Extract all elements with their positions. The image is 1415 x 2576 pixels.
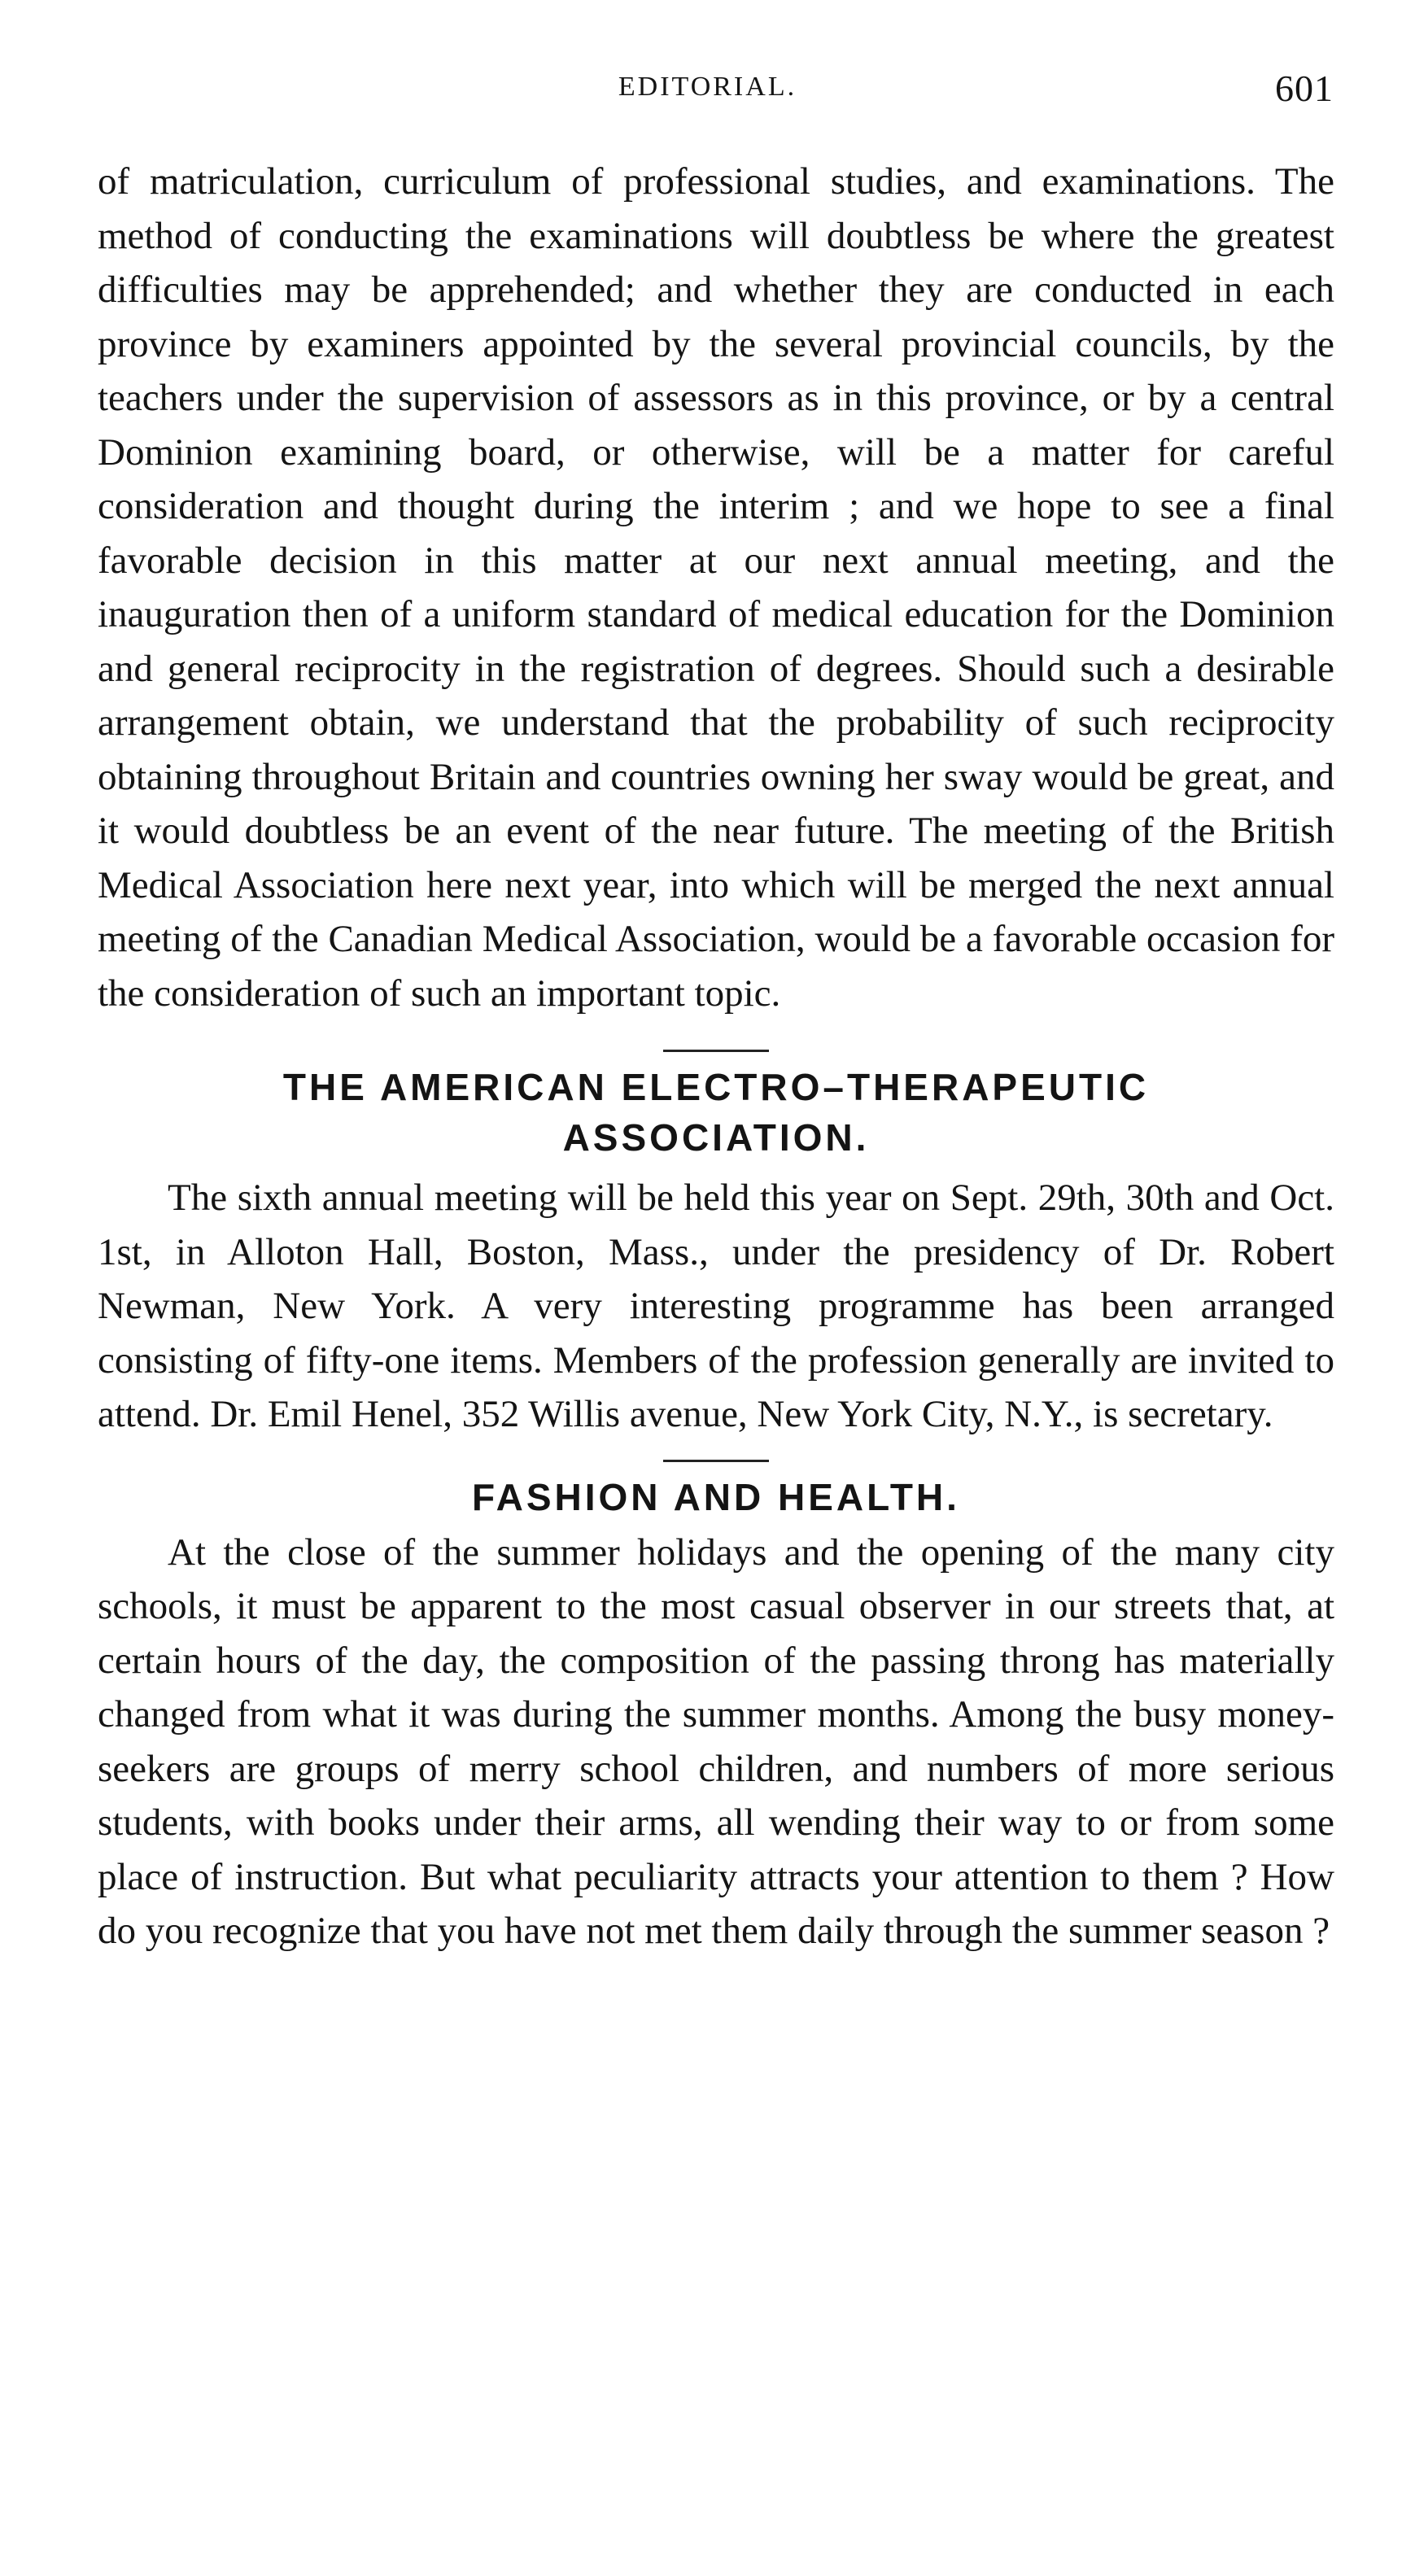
running-title: EDITORIAL. bbox=[618, 72, 797, 102]
section-paragraph: The sixth annual meeting will be held this year on Sept. 29th, 30th and Oct. 1st, in Alloton Hall, Boston, Mass., under the presidency of Dr. Robert Newman, New York. A very interesting programme has been arranged consisting of fifty-one items. Members of the profession generally are invited to attend. Dr. Emil Henel, 352 Willis avenue, New York City, N.Y., is secretary. bbox=[98, 1177, 1334, 1435]
section-paragraph: At the close of the summer holidays and the opening of the many city schools, it must be apparent to the most casual observer in our streets that, at certain hours of the day, the composition of the passing throng has materially changed from what it was during the summer months. Among the busy money-seekers are groups of merry school children, and numbers of more serious students, with books under their arms, all wending their way to or from some place of instruction. But what peculiarity attracts your attention to them ? How do you recognize that you have not met them daily through the summer season ? bbox=[98, 1530, 1334, 1952]
section-fashion-and-health bbox=[98, 1472, 1334, 1958]
running-header bbox=[0, 68, 1415, 129]
section-electro-therapeutic bbox=[98, 1062, 1334, 1442]
section-divider bbox=[663, 1050, 769, 1052]
section-heading: FASHION AND HEALTH. bbox=[472, 1475, 960, 1518]
section-heading-continued: ASSOCIATION. bbox=[562, 1116, 870, 1159]
article-body bbox=[98, 155, 1334, 1958]
continuation-paragraph: of matriculation, curriculum of professional studies, and examinations. The method of conducting the examinations will doubtless be where the greatest difficulties may be apprehended; and whether they are conducted in each province by examiners appointed by the several provincial councils, by the teachers under the supervision of assessors as in this province, or by a central Dominion examining board, or otherwise, will be a matter for careful consideration and thought during the interim ; and we hope to see a final favorable decision in this matter at our next annual meeting, and the inauguration then of a uniform standard of medical education for the Dominion and general reciprocity in the registration of degrees. Should such a desirable arrangement obtain, we understand that the probability of such reciprocity obtaining throughout Britain and countries owning her sway would be great, and it would doubtless be an event of the near future. The meeting of the British Medical Association here next year, into which will be merged the next annual meeting of the Canadian Medical Association, would be a favorable occasion for the consideration of such an important topic. bbox=[98, 160, 1334, 1015]
page-number: 601 bbox=[1275, 68, 1334, 109]
section-heading: THE AMERICAN ELECTRO–THERAPEUTIC bbox=[282, 1066, 1150, 1108]
section-divider bbox=[663, 1460, 769, 1462]
